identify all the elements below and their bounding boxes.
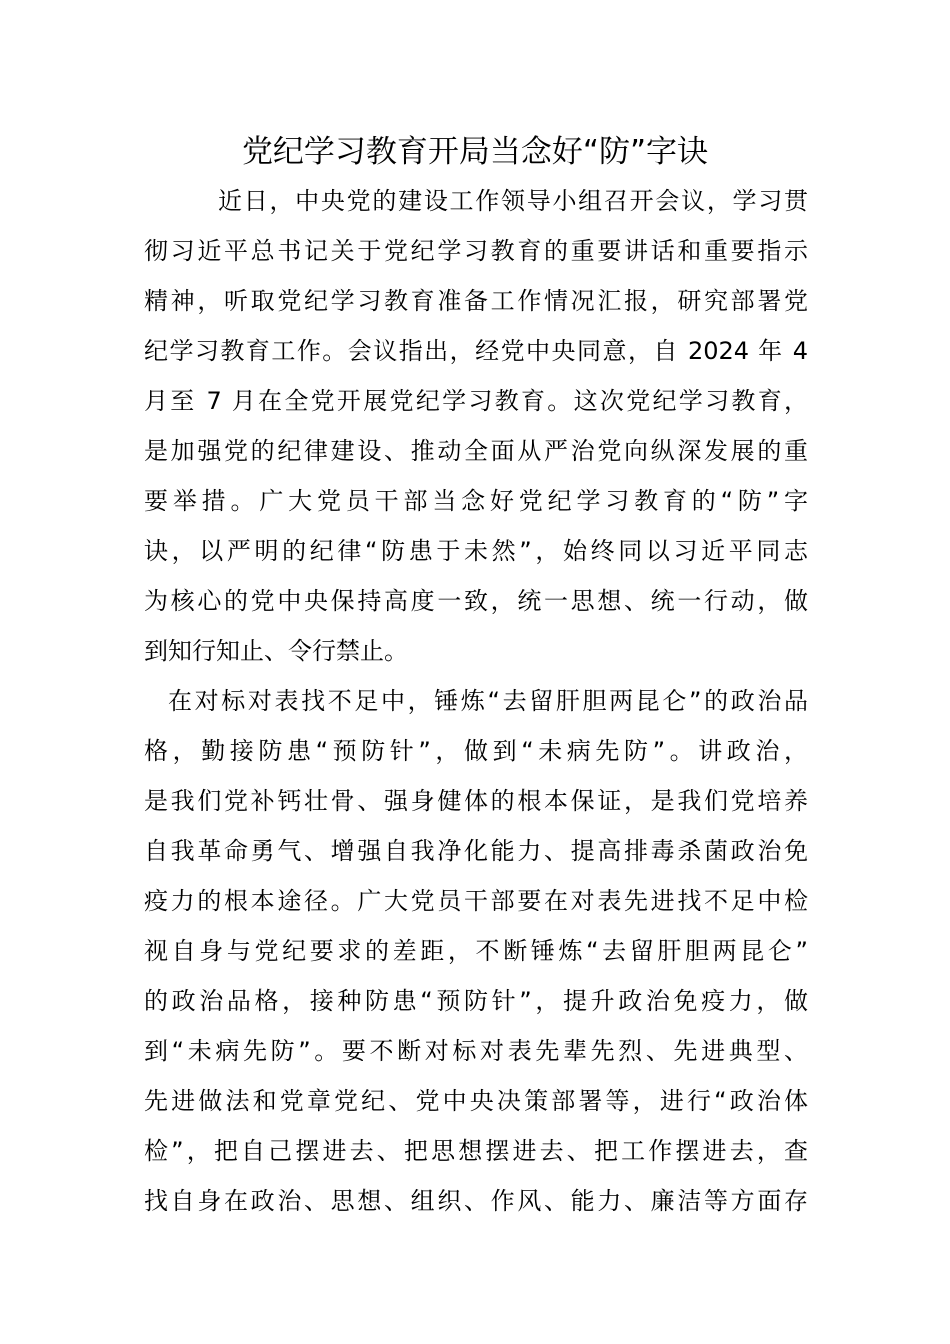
paragraph-1 (144, 176, 808, 676)
text-line: 纪学习教育工作。会议指出，经党中央同意，自 2024 年 4 (144, 337, 808, 365)
text-line: 疫力的根本途径。广大党员干部要在对表先进找不足中检 (144, 887, 808, 915)
text-line: 在对标对表找不足中，锤炼“去留肝胆两昆仑”的政治品 (168, 687, 808, 715)
text-line: 为核心的党中央保持高度一致，统一思想、统一行动，做 (144, 587, 808, 615)
paragraph-2 (144, 676, 808, 1226)
text-line: 到“未病先防”。要不断对标对表先辈先烈、先进典型、 (144, 1037, 808, 1065)
text-line: 彻习近平总书记关于党纪学习教育的重要讲话和重要指示 (144, 237, 808, 265)
text-line: 自我革命勇气、增强自我净化能力、提高排毒杀菌政治免 (144, 837, 808, 865)
text-line: 的政治品格，接种防患“预防针”，提升政治免疫力，做 (144, 987, 808, 1015)
text-line: 是我们党补钙壮骨、强身健体的根本保证，是我们党培养 (144, 787, 808, 815)
text-line: 先进做法和党章党纪、党中央决策部署等，进行“政治体 (144, 1087, 808, 1115)
text-line: 月至 7 月在全党开展党纪学习教育。这次党纪学习教育， (144, 387, 808, 415)
text-line: 要举措。广大党员干部当念好党纪学习教育的“防”字 (144, 487, 808, 515)
document-body (144, 176, 808, 1226)
text-line: 是加强党的纪律建设、推动全面从严治党向纵深发展的重 (144, 437, 808, 465)
text-line: 视自身与党纪要求的差距，不断锤炼“去留肝胆两昆仑” (144, 937, 808, 965)
document-title: 党纪学习教育开局当念好“防”字诀 (241, 134, 709, 170)
text-line: 近日，中央党的建设工作领导小组召开会议，学习贯 (218, 187, 808, 215)
text-line: 检”，把自己摆进去、把思想摆进去、把工作摆进去，查 (144, 1137, 808, 1165)
text-line: 精神，听取党纪学习教育准备工作情况汇报，研究部署党 (144, 287, 808, 315)
text-line: 诀，以严明的纪律“防患于未然”，始终同以习近平同志 (144, 537, 808, 565)
text-line: 到知行知止、令行禁止。 (144, 637, 408, 665)
text-line: 格，勤接防患“预防针”，做到“未病先防”。讲政治， (144, 737, 808, 765)
text-line: 找自身在政治、思想、组织、作风、能力、廉洁等方面存 (144, 1187, 808, 1215)
